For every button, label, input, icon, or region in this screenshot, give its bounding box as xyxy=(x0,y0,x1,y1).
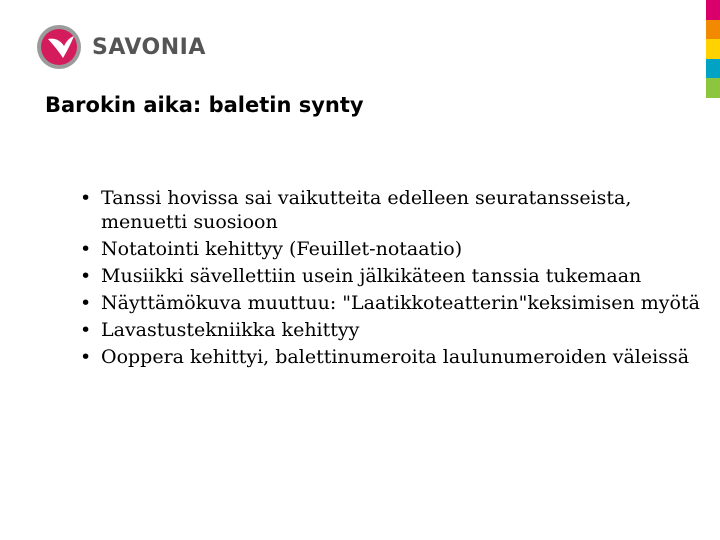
strip-yellow xyxy=(706,39,720,59)
strip-pink xyxy=(706,0,720,20)
slide-title: Barokin aika: baletin synty xyxy=(45,93,364,117)
bullet-item: • Musiikki sävellettiin usein jälkikäteen tanssia tukemaan xyxy=(80,264,700,288)
bullet-item: • Tanssi hovissa sai vaikutteita edelleen seuratansseista, menuetti suosioon xyxy=(80,186,700,234)
bullet-item: • Näyttämökuva muuttuu: "Laatikkoteatterin"keksimisen myötä xyxy=(80,291,700,315)
strip-cyan xyxy=(706,59,720,79)
bullet-item: • Notatointi kehittyy (Feuillet-notaatio) xyxy=(80,237,700,261)
bullet-list xyxy=(80,186,700,372)
brand-name: SAVONIA xyxy=(92,34,206,60)
savonia-logo xyxy=(36,24,206,70)
strip-green xyxy=(706,78,720,98)
strip-orange xyxy=(706,20,720,40)
bullet-item: • Lavastustekniikka kehittyy xyxy=(80,318,700,342)
savonia-logo-icon xyxy=(36,24,82,70)
bullet-item: • Ooppera kehittyi, balettinumeroita laulunumeroiden väleissä xyxy=(80,345,700,369)
color-strip xyxy=(706,0,720,98)
